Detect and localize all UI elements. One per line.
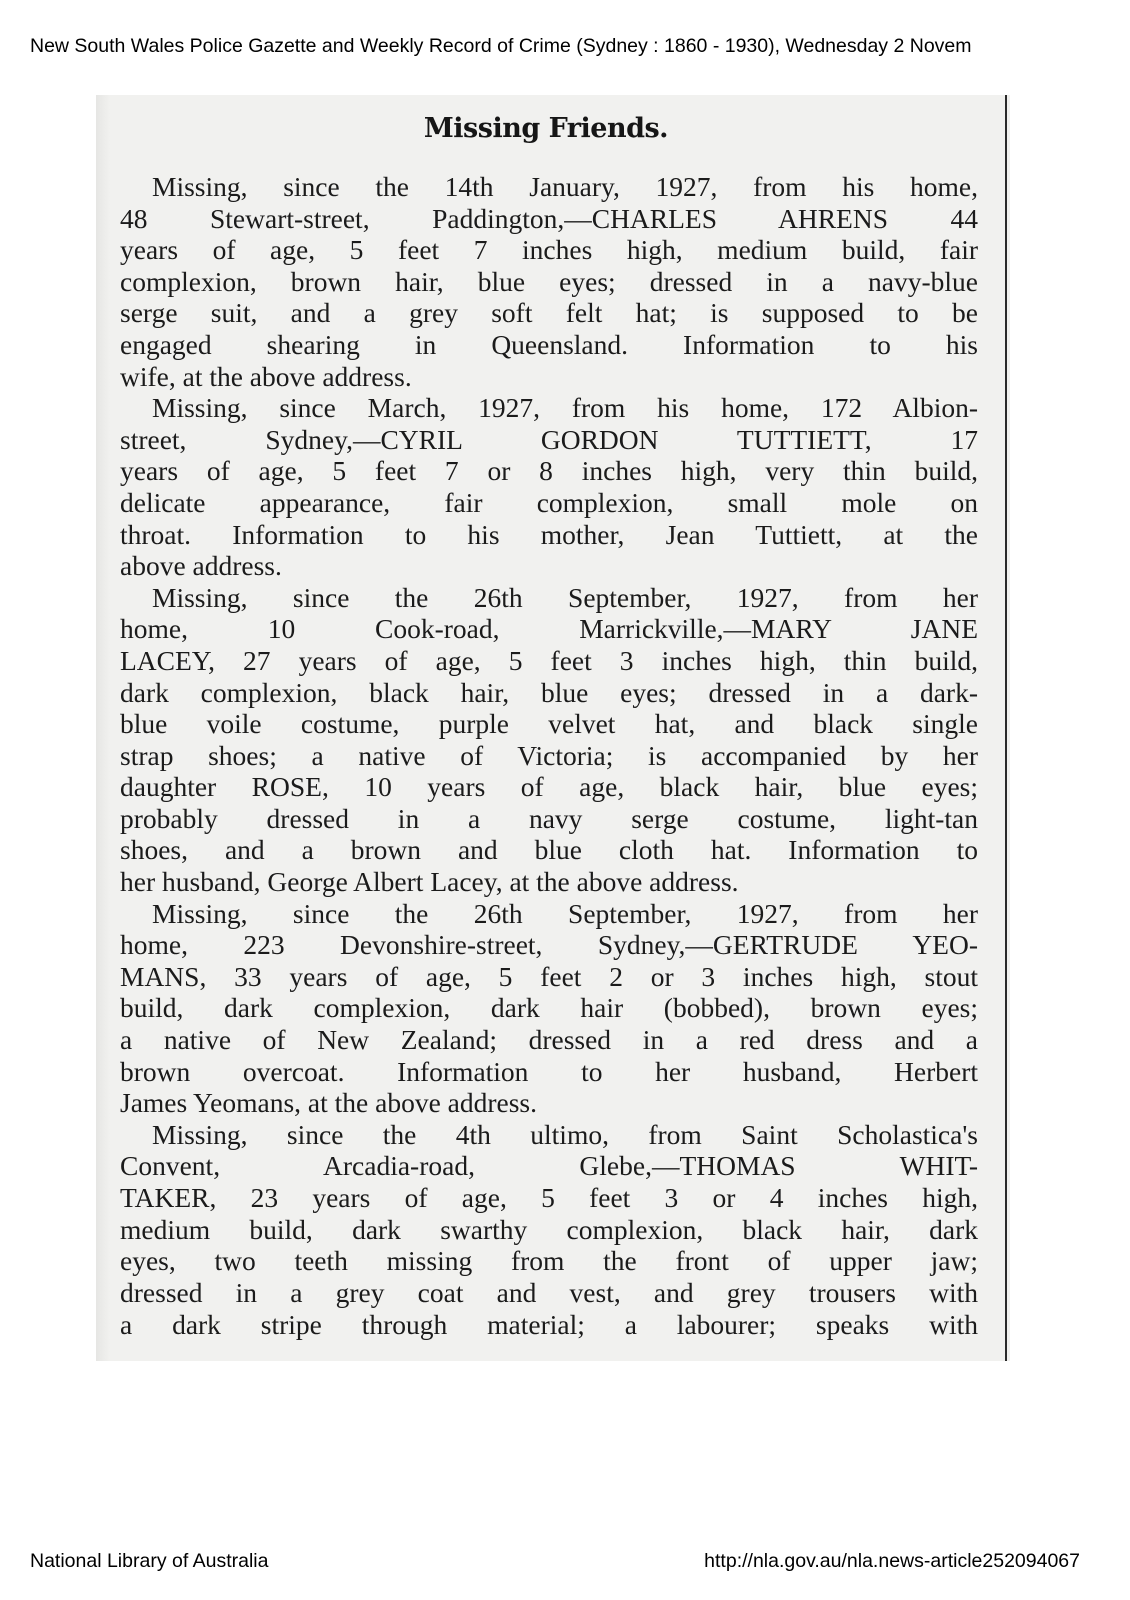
text-line: Missing, since March, 1927, from his home, 172 Albion- — [152, 392, 978, 424]
text-line: shoes, and a brown and blue cloth hat. Information to — [120, 834, 978, 866]
scan-edge-shadow — [96, 95, 110, 1361]
text-line: medium build, dark swarthy complexion, black hair, dark — [120, 1213, 978, 1245]
text-line: dressed in a grey coat and vest, and grey trousers with — [120, 1276, 978, 1308]
text-line: Missing, since the 4th ultimo, from Saint Scholastica's — [152, 1118, 978, 1150]
text-line: strap shoes; a native of Victoria; is accompanied by her — [120, 739, 978, 771]
text-line: home, 223 Devonshire-street, Sydney,—GERTRUDE YEO- — [120, 929, 978, 961]
text-line: engaged shearing in Queensland. Information to his — [120, 328, 978, 360]
scanned-article-image — [96, 95, 1010, 1361]
column-rule — [1005, 95, 1007, 1361]
text-line: TAKER, 23 years of age, 5 feet 3 or 4 inches high, — [120, 1182, 978, 1213]
text-line: Missing, since the 26th September, 1927, from her — [152, 581, 978, 613]
text-line: LACEY, 27 years of age, 5 feet 3 inches high, thin build, — [120, 644, 978, 676]
notice-charles-ahrens — [120, 171, 978, 392]
text-line: street, Sydney,—CYRIL GORDON TUTTIETT, 17 — [120, 423, 978, 455]
text-line: complexion, brown hair, blue eyes; dressed in a navy-blue — [120, 265, 978, 297]
text-line: Convent, Arcadia-road, Glebe,—THOMAS WHIT- — [120, 1150, 978, 1182]
text-line: delicate appearance, fair complexion, small mole on — [120, 486, 978, 518]
text-line: Missing, since the 14th January, 1927, from his home, — [152, 171, 978, 202]
text-line: daughter ROSE, 10 years of age, black hair, blue eyes; — [120, 771, 978, 803]
text-line: years of age, 5 feet 7 inches high, medium build, fair — [120, 234, 978, 266]
text-line: build, dark complexion, dark hair (bobbed), brown eyes; — [120, 992, 978, 1024]
footer-url: http://nla.gov.au/nla.news-article252094067 — [704, 1550, 1080, 1572]
text-line: 48 Stewart-street, Paddington,—CHARLES AHRENS 44 — [120, 202, 978, 234]
text-line: MANS, 33 years of age, 5 feet 2 or 3 inches high, stout — [120, 960, 978, 992]
text-line: serge suit, and a grey soft felt hat; is supposed to be — [120, 297, 978, 329]
text-line: above address. — [120, 550, 282, 582]
text-line: Missing, since the 26th September, 1927, from her — [152, 897, 978, 929]
text-line: brown overcoat. Information to her husband, Herbert — [120, 1055, 978, 1087]
text-line: eyes, two teeth missing from the front of upper jaw; — [120, 1245, 978, 1277]
text-line: home, 10 Cook-road, Marrickville,—MARY JANE — [120, 613, 978, 645]
text-line: wife, at the above address. — [120, 360, 412, 392]
text-line-truncated: a dark stripe through material; a labourer; speaks with — [120, 1309, 978, 1341]
text-line: throat. Information to his mother, Jean Tuttiett, at the — [120, 518, 978, 550]
text-line: blue voile costume, purple velvet hat, and black single — [120, 708, 978, 740]
article-body — [120, 171, 978, 1341]
text-line: dark complexion, black hair, blue eyes; dressed in a dark- — [120, 676, 978, 708]
footer-source: National Library of Australia — [30, 1550, 269, 1572]
article-heading: Missing Friends. — [423, 113, 669, 144]
text-line: her husband, George Albert Lacey, at the above address. — [120, 866, 739, 898]
notice-cyril-tuttiett — [120, 392, 978, 582]
notice-mary-jane-lacey — [120, 582, 978, 898]
text-line: James Yeomans, at the above address. — [120, 1087, 537, 1119]
citation-header: New South Wales Police Gazette and Weekly Record of Crime (Sydney : 1860 - 1930), Wednesday 2 Novem — [30, 35, 972, 57]
text-line: years of age, 5 feet 7 or 8 inches high, very thin build, — [120, 455, 978, 487]
text-line: probably dressed in a navy serge costume, light-tan — [120, 802, 978, 834]
text-line: a native of New Zealand; dressed in a red dress and a — [120, 1024, 978, 1056]
notice-thomas-whittaker — [120, 1118, 978, 1341]
notice-gertrude-yeomans — [120, 898, 978, 1119]
